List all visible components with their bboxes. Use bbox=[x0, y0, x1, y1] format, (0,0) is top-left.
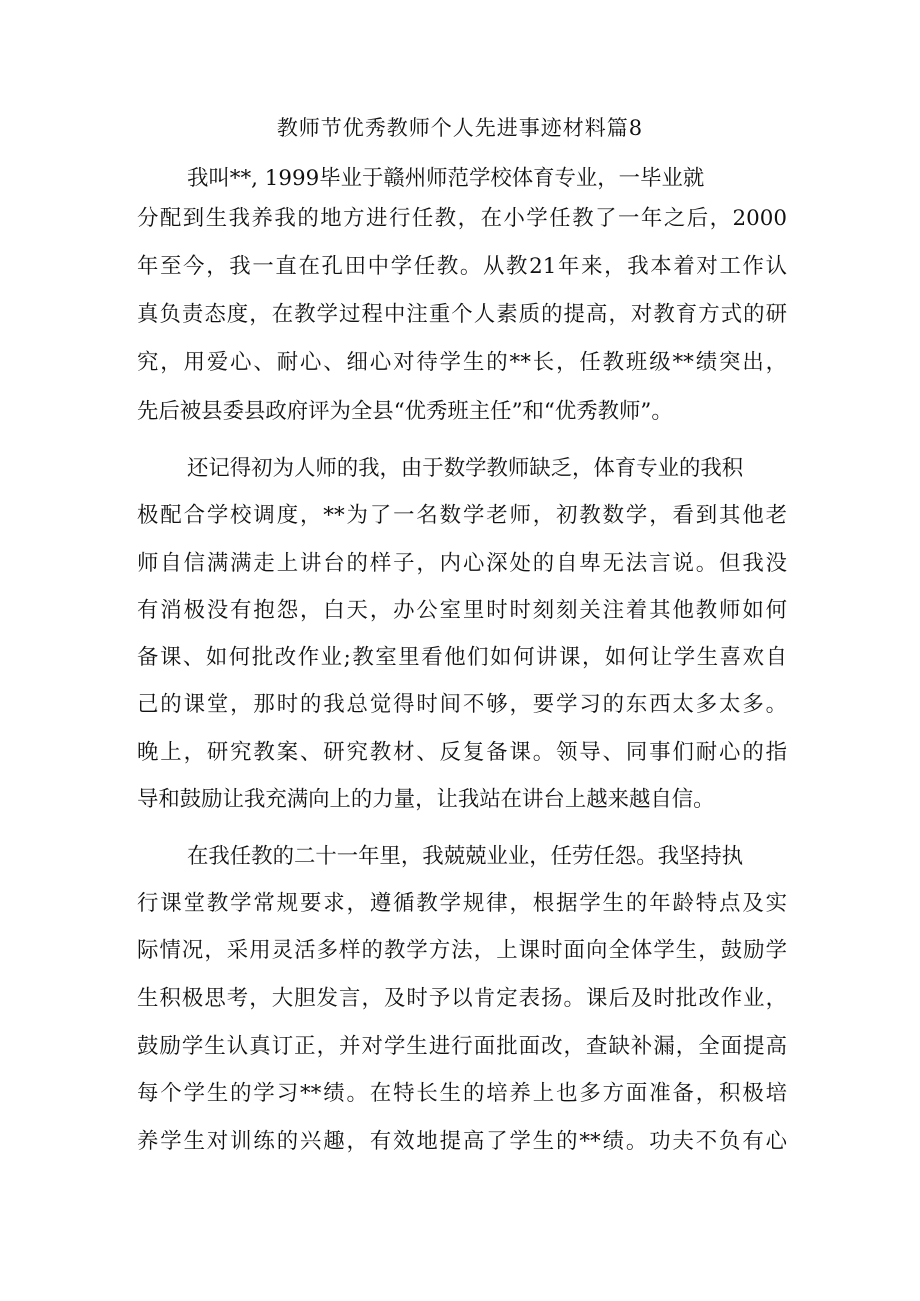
text-line: 真负责态度，在教学过程中注重个人素质的提高，对教育方式的研 bbox=[137, 302, 787, 327]
text-line: 晚上，研究教案、研究教材、反复备课。领导、同事们耐心的指 bbox=[137, 740, 787, 765]
text-line: 分配到生我养我的地方进行任教，在小学任教了一年之后，2000 bbox=[137, 206, 787, 231]
text-line: 备课、如何批改作业;教室里看他们如何讲课，如何让学生喜欢自 bbox=[137, 645, 787, 670]
text-line: 每个学生的学习**绩。在特长生的培养上也多方面准备，积极培 bbox=[137, 1081, 787, 1106]
text-line: 还记得初为人师的我，由于数学教师缺乏，体育专业的我积 bbox=[187, 456, 744, 481]
text-line: 先后被县委县政府评为全县“优秀班主任”和“优秀教师”。 bbox=[137, 399, 673, 424]
text-line: 行课堂教学常规要求，遵循教学规律，根据学生的年龄特点及实 bbox=[137, 891, 787, 916]
text-line: 导和鼓励让我充满向上的力量，让我站在讲台上越来越自信。 bbox=[137, 787, 715, 812]
text-line: 师自信满满走上讲台的样子，内心深处的自卑无法言说。但我没 bbox=[137, 551, 787, 576]
text-line: 究，用爱心、耐心、细心对待学生的**长，任教班级**绩突出， bbox=[137, 350, 787, 375]
text-line: 在我任教的二十一年里，我兢兢业业，任劳任怨。我坚持执 bbox=[187, 844, 744, 869]
text-line: 生积极思考，大胆发言，及时予以肯定表扬。课后及时批改作业， bbox=[137, 986, 787, 1011]
text-line: 极配合学校调度，**为了一名数学老师，初教数学，看到其他老 bbox=[137, 503, 787, 528]
text-line: 年至今，我一直在孔田中学任教。从教21年来，我本着对工作认 bbox=[137, 254, 787, 279]
text-line: 有消极没有抱怨，白天，办公室里时时刻刻关注着其他教师如何 bbox=[137, 598, 787, 623]
text-line: 养学生对训练的兴趣，有效地提高了学生的**绩。功夫不负有心 bbox=[137, 1129, 787, 1154]
text-line: 己的课堂，那时的我总觉得时间不够，要学习的东西太多太多。 bbox=[137, 692, 787, 717]
document-title: 教师节优秀教师个人先进事迹材料篇8 bbox=[276, 116, 644, 140]
text-line: 际情况，采用灵活多样的教学方法，上课时面向全体学生，鼓励学 bbox=[137, 938, 787, 963]
text-line: 鼓励学生认真订正，并对学生进行面批面改，查缺补漏，全面提高 bbox=[137, 1034, 787, 1059]
text-line: 我叫**, 1999毕业于赣州师范学校体育专业，一毕业就 bbox=[187, 166, 705, 191]
